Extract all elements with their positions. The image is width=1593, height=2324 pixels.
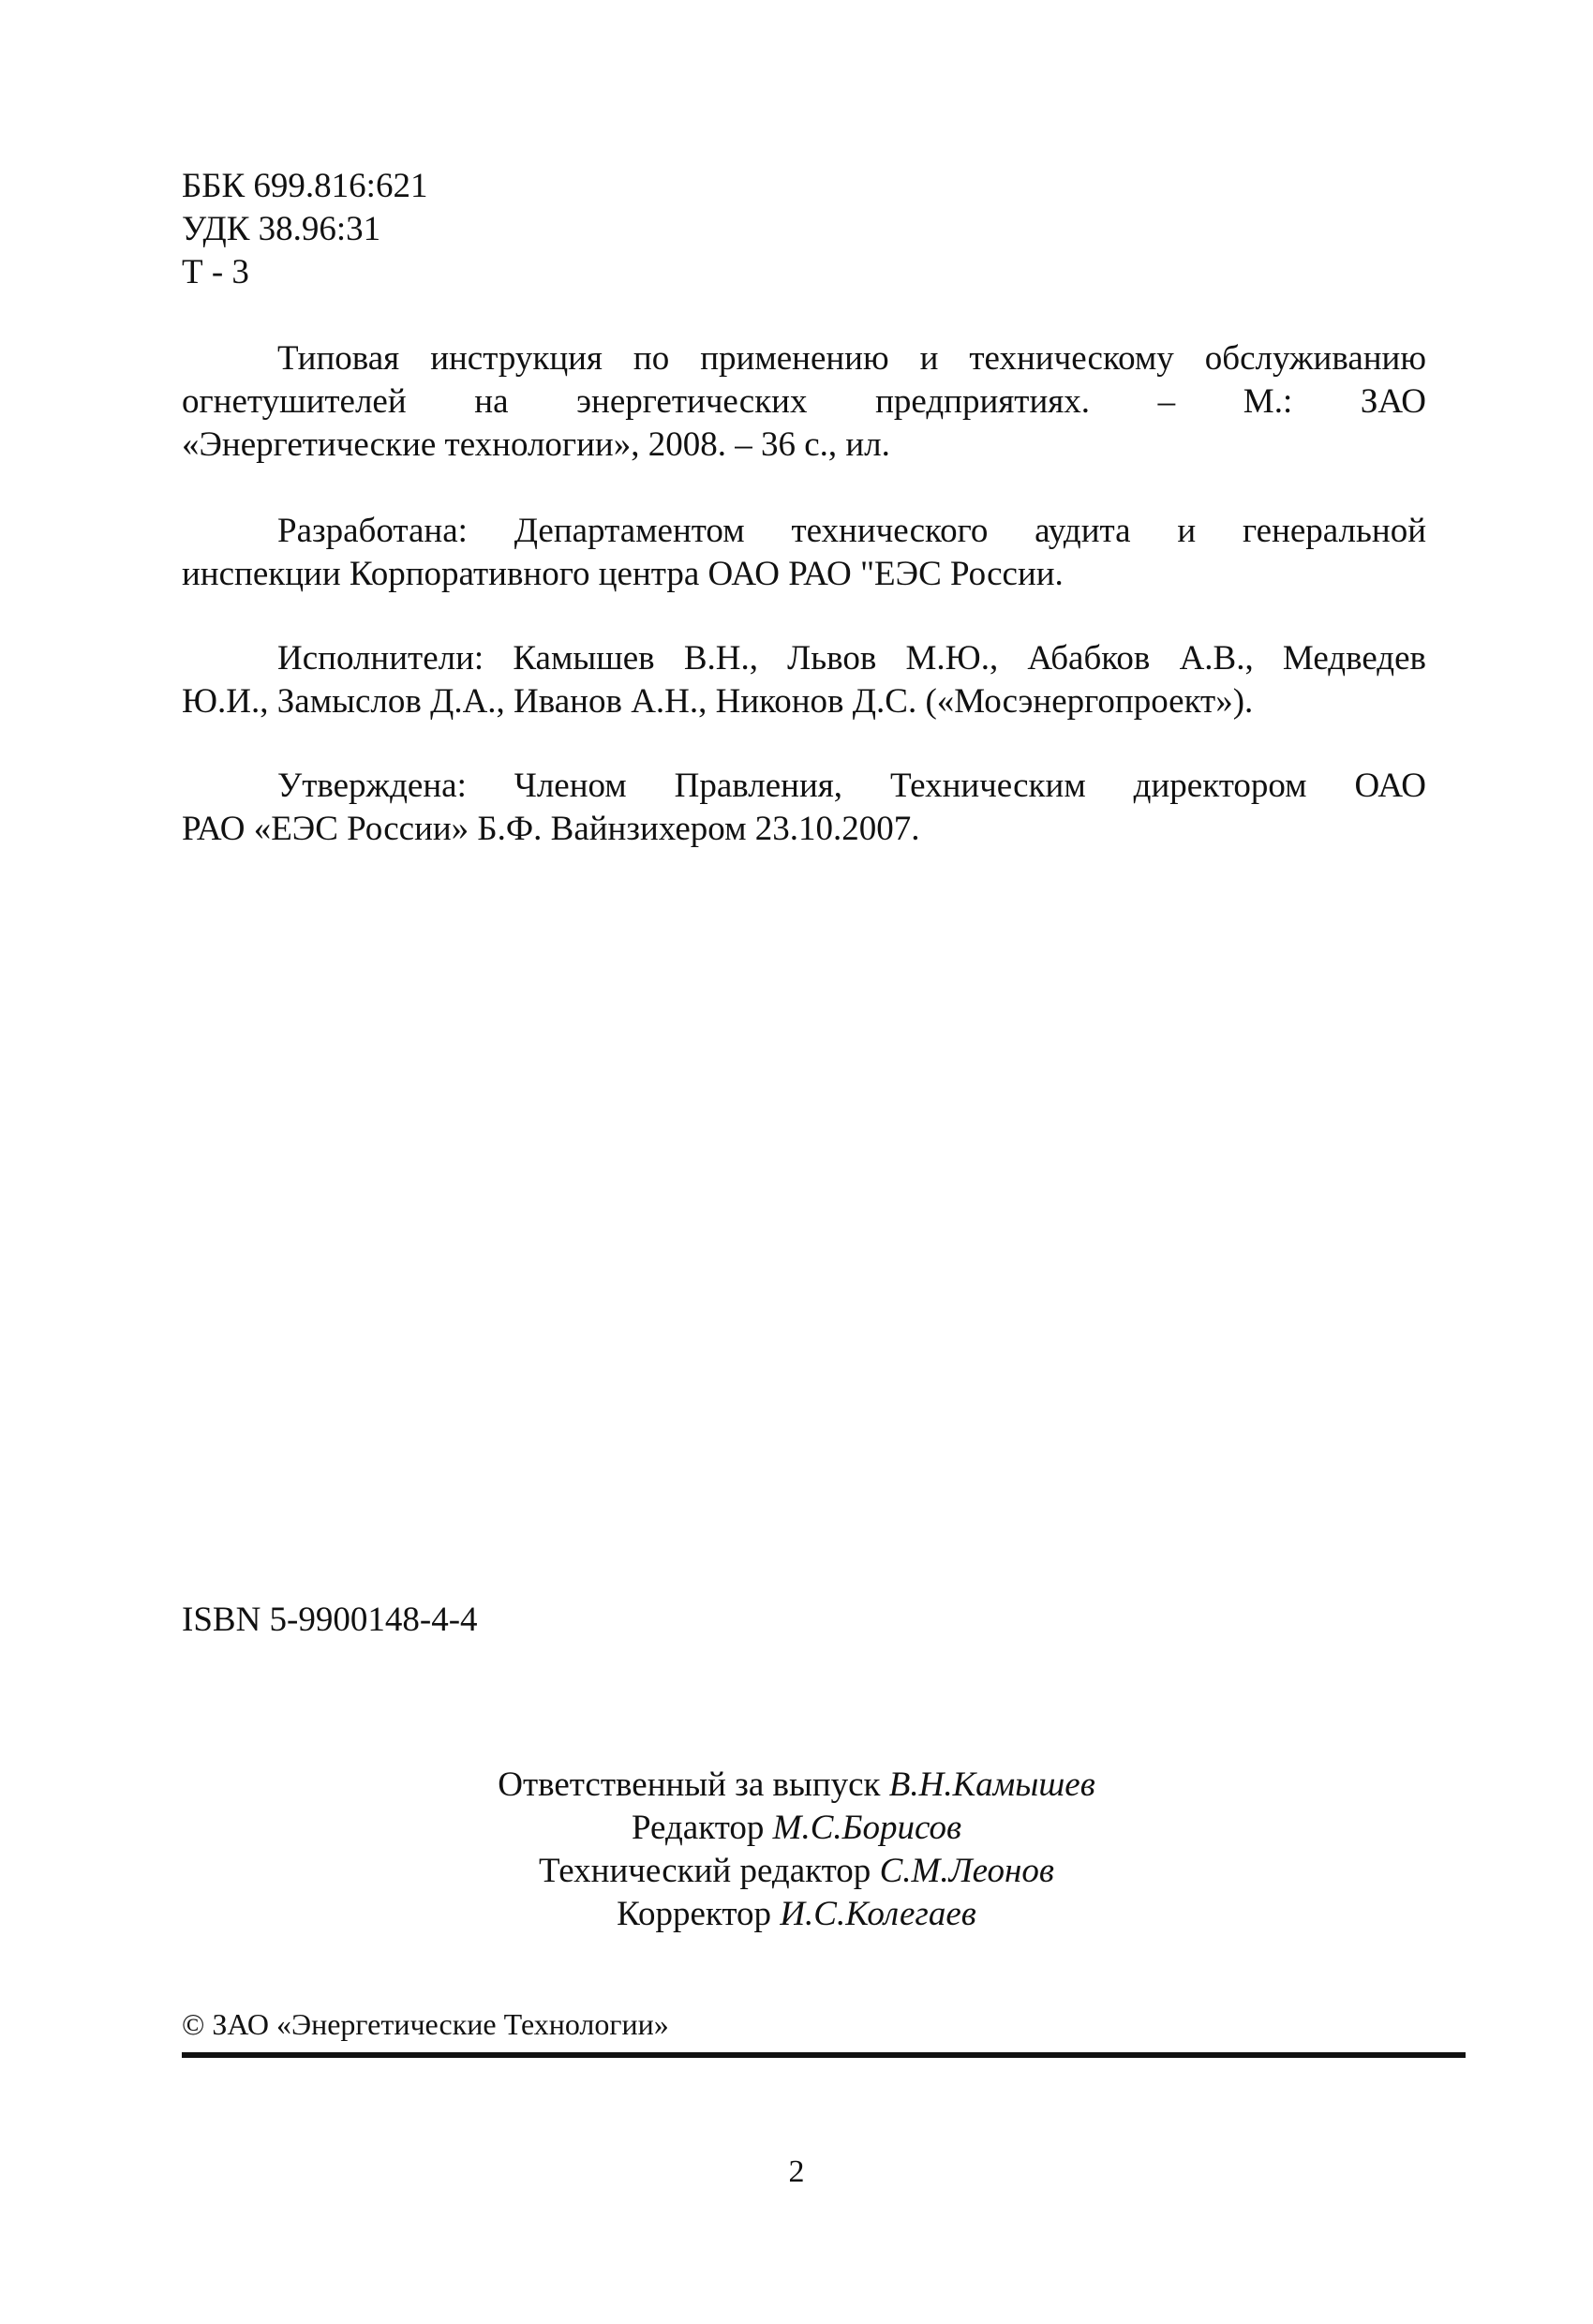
approved-line-1: Утверждена: Членом Правления, Техническим директором ОАО bbox=[277, 767, 1426, 805]
credit-row-responsible bbox=[0, 1764, 1593, 1807]
page-number: 2 bbox=[788, 2154, 805, 2189]
title-line-3: «Энергетические технологии», 2008. – 36 с., ил. bbox=[182, 425, 890, 464]
udk-code: УДК 38.96:31 bbox=[182, 210, 381, 248]
bbk-code: ББК 699.816:621 bbox=[182, 167, 428, 205]
credit-role: Ответственный за выпуск bbox=[498, 1765, 881, 1804]
credit-person: В.Н.Камышев bbox=[888, 1765, 1095, 1804]
approved-line-2: РАО «ЕЭС России» Б.Ф. Вайнзихером 23.10.2007. bbox=[182, 810, 920, 848]
isbn: ISBN 5-9900148-4-4 bbox=[182, 1601, 478, 1639]
credit-row-proofreader bbox=[0, 1893, 1593, 1936]
credit-row-tech-editor bbox=[0, 1850, 1593, 1893]
authors-line-2: Ю.И., Замыслов Д.А., Иванов А.Н., Никонов Д.С. («Мосэнергопроект»). bbox=[182, 682, 1254, 721]
credit-person: М.С.Борисов bbox=[772, 1809, 962, 1847]
developed-line-2: инспекции Корпоративного центра ОАО РАО "ЕЭС России. bbox=[182, 555, 1064, 593]
credit-person: И.С.Колегаев bbox=[780, 1895, 976, 1933]
copyright-notice: © ЗАО «Энергетические Технологии» bbox=[182, 2007, 669, 2041]
credit-person: С.М.Леонов bbox=[879, 1852, 1054, 1890]
title-line-2: огнетушителей на энергетических предприятиях. – М.: ЗАО bbox=[182, 382, 1426, 421]
author-mark: Т - 3 bbox=[182, 253, 249, 291]
credit-role: Технический редактор bbox=[539, 1852, 871, 1890]
credit-role: Корректор bbox=[617, 1895, 772, 1933]
credit-role: Редактор bbox=[631, 1809, 765, 1847]
credit-row-editor bbox=[0, 1807, 1593, 1850]
authors-line-1: Исполнители: Камышев В.Н., Львов М.Ю., Абабков А.В., Медведев bbox=[277, 639, 1426, 678]
title-line-1: Типовая инструкция по применению и техническому обслуживанию bbox=[277, 339, 1426, 378]
footer-divider bbox=[182, 2052, 1466, 2058]
developed-line-1: Разработана: Департаментом технического аудита и генеральной bbox=[277, 512, 1426, 550]
